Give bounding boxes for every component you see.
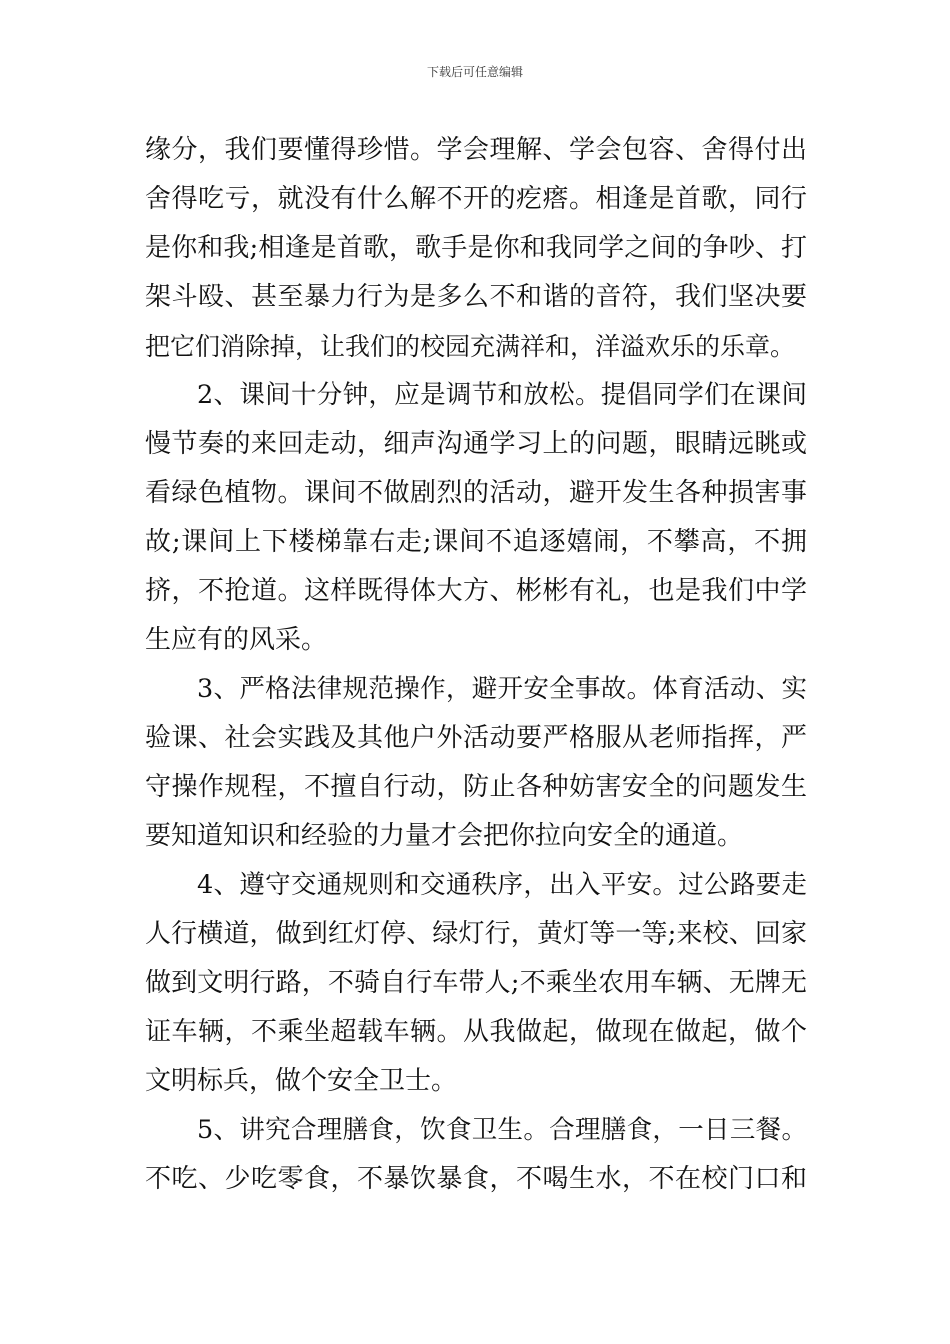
text-line: 是你和我;相逢是首歌，歌手是你和我同学之间的争吵、打	[145, 233, 807, 263]
text-line: 3、严格法律规范操作，避开安全事故。体育活动、实	[197, 674, 807, 704]
text-line: 看绿色植物。课间不做剧烈的活动，避开发生各种损害事	[145, 478, 807, 508]
text-line: 舍得吃亏，就没有什么解不开的疙瘩。相逢是首歌，同行	[145, 184, 807, 214]
text-line: 挤，不抢道。这样既得体大方、彬彬有礼，也是我们中学	[145, 576, 807, 606]
text-line: 把它们消除掉，让我们的校园充满祥和，洋溢欢乐的乐章。	[145, 332, 796, 361]
text-line: 人行横道，做到红灯停、绿灯行，黄灯等一等;来校、回家	[145, 919, 807, 949]
text-line: 故;课间上下楼梯靠右走;课间不追逐嬉闹，不攀高，不拥	[145, 527, 807, 557]
text-line: 架斗殴、甚至暴力行为是多么不和谐的音符，我们坚决要	[145, 282, 807, 312]
document-body	[145, 126, 807, 1204]
text-line: 5、讲究合理膳食，饮食卫生。合理膳食，一日三餐。	[197, 1115, 807, 1145]
text-line: 4、遵守交通规则和交通秩序，出入平安。过公路要走	[197, 870, 807, 900]
text-line: 缘分，我们要懂得珍惜。学会理解、学会包容、舍得付出	[145, 135, 807, 165]
text-line: 验课、社会实践及其他户外活动要严格服从老师指挥，严	[145, 723, 807, 753]
text-line: 文明标兵，做个安全卫士。	[145, 1066, 458, 1096]
text-line: 2、课间十分钟，应是调节和放松。提倡同学们在课间	[197, 380, 807, 410]
text-line: 慢节奏的来回走动，细声沟通学习上的问题，眼睛远眺或	[145, 429, 807, 459]
text-line: 生应有的风采。	[145, 625, 328, 655]
text-line: 要知道知识和经验的力量才会把你拉向安全的通道。	[145, 821, 744, 851]
text-line: 不吃、少吃零食，不暴饮暴食，不喝生水，不在校门口和	[145, 1164, 807, 1194]
text-line: 守操作规程，不擅自行动，防止各种妨害安全的问题发生	[145, 772, 807, 802]
page-header: 下载后可任意编辑	[426, 65, 523, 79]
text-line: 证车辆，不乘坐超载车辆。从我做起，做现在做起，做个	[145, 1017, 807, 1047]
text-line: 做到文明行路，不骑自行车带人;不乘坐农用车辆、无牌无	[145, 968, 807, 998]
